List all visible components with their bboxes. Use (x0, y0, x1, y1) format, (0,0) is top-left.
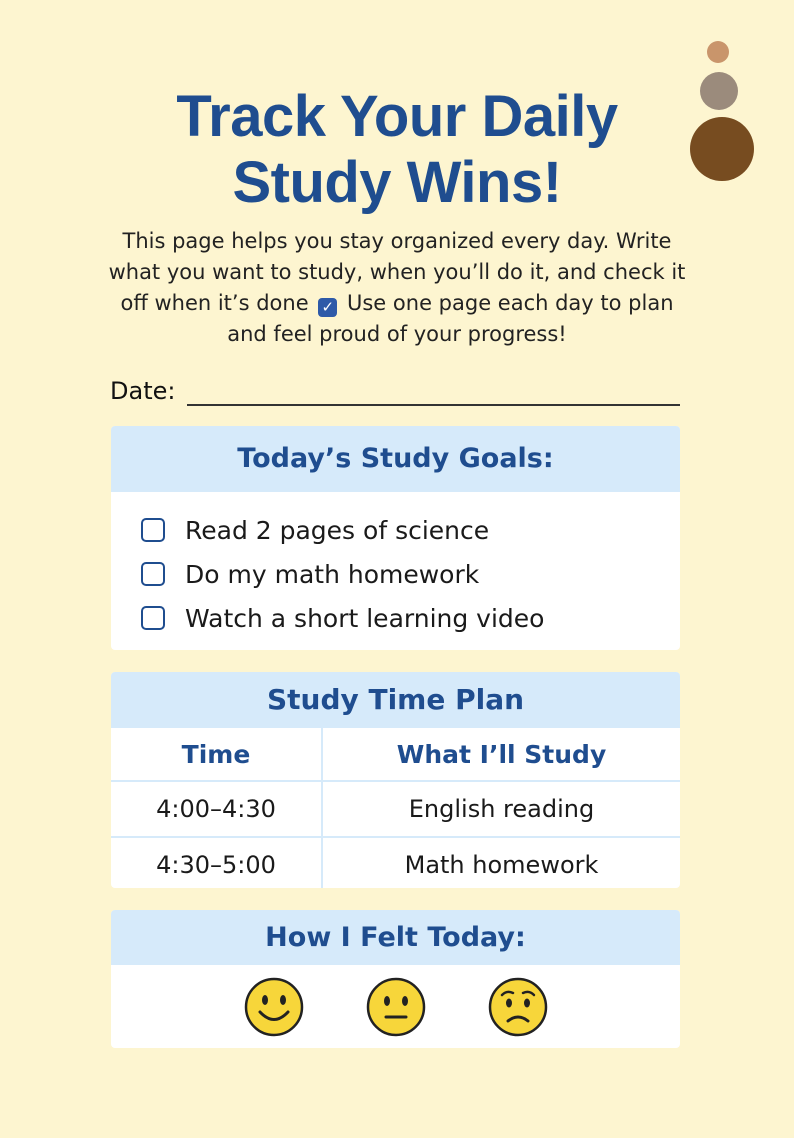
goal-item (141, 596, 680, 640)
table-header-row (111, 728, 680, 781)
small-dot (707, 41, 729, 63)
happy-face-icon[interactable] (244, 977, 304, 1037)
goal-item (141, 552, 680, 596)
table-row (111, 781, 680, 837)
goal-list (111, 492, 680, 640)
subject-cell: English reading (322, 781, 680, 837)
title-line-2: Study Wins! (232, 150, 562, 215)
intro-text-part-2: Use one page each day to plan and feel proud of your progress! (227, 291, 674, 346)
page-title (0, 84, 794, 216)
title-line-1: Track Your Daily (176, 84, 618, 149)
column-header-subject: What I’ll Study (322, 728, 680, 781)
date-input-line[interactable] (187, 378, 680, 406)
time-cell: 4:30–5:00 (111, 837, 322, 888)
plan-table (111, 728, 680, 888)
plan-heading: Study Time Plan (111, 672, 680, 728)
goal-checkbox[interactable] (141, 606, 165, 630)
intro-text (100, 226, 694, 350)
goal-checkbox[interactable] (141, 518, 165, 542)
goals-heading: Today’s Study Goals: (111, 426, 680, 492)
felt-heading: How I Felt Today: (111, 910, 680, 965)
goal-checkbox[interactable] (141, 562, 165, 586)
check-box-emoji-icon: ✓ (318, 298, 337, 317)
goal-text: Watch a short learning video (185, 603, 545, 633)
table-row (111, 837, 680, 888)
time-cell: 4:00–4:30 (111, 781, 322, 837)
subject-cell: Math homework (404, 851, 599, 879)
column-header-time: Time (111, 728, 322, 781)
date-row (110, 372, 680, 406)
date-label: Date: (110, 377, 176, 405)
study-time-plan-card (111, 672, 680, 888)
worried-face-icon[interactable] (488, 977, 548, 1037)
mood-faces (111, 965, 680, 1037)
how-i-felt-card (111, 910, 680, 1048)
intro-text-part-1: This page helps you stay organized every day. Write what you want to study, when you’ll do it, and check it off when it’s done (108, 229, 686, 315)
goal-item (141, 508, 680, 552)
goal-text: Do my math homework (185, 559, 480, 589)
neutral-face-icon[interactable] (366, 977, 426, 1037)
study-goals-card (111, 426, 680, 650)
goal-text: Read 2 pages of science (185, 515, 490, 545)
